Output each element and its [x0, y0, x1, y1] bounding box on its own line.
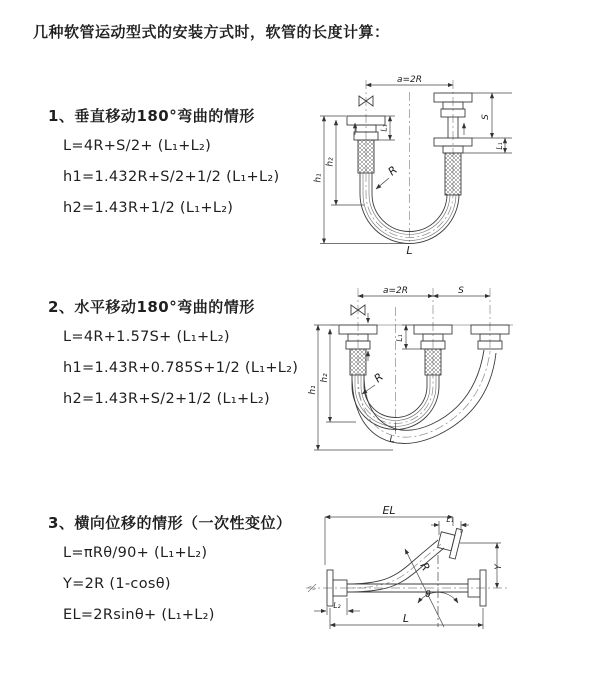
dim-label-l: L [389, 435, 395, 445]
dim-label-h1: h₁ [313, 173, 324, 183]
braid-section [350, 349, 366, 375]
middle-hose-fitting [414, 325, 452, 375]
formula-line: L=πRθ/90+ (L₁+L₂) [63, 545, 208, 561]
dim-label-h2: h₂ [325, 157, 336, 167]
page-title: 几种软管运动型式的安装方式时，软管的长度计算： [33, 23, 390, 41]
figure-lateral-displacement [300, 503, 592, 643]
braid-section [358, 140, 374, 173]
dim-label-h1: h₁ [308, 385, 318, 395]
formula-line: h1=1.432R+S/2+1/2 (L₁+L₂) [63, 169, 280, 185]
dim-label-r: R [371, 370, 386, 386]
dim-label-l: L [402, 612, 410, 625]
formula-line: h2=1.43R+S/2+1/2 (L₁+L₂) [63, 391, 270, 407]
dimensions [314, 75, 513, 257]
dim-label-l1: L₁ [379, 124, 389, 132]
dim-label-s: S [481, 114, 491, 120]
formula-line: EL=2Rsinθ+ (L₁+L₂) [63, 607, 215, 623]
section-1-heading: 1、垂直移动180°弯曲的情形 [48, 107, 255, 125]
braid-section [425, 349, 441, 375]
dim-label-el: EL [382, 504, 396, 517]
figure-vertical-180-bend [312, 72, 580, 257]
left-hose-fitting [339, 325, 377, 375]
dim-label-l1: L₁ [446, 515, 454, 524]
centerlines [366, 80, 453, 244]
dim-label-l: L [406, 244, 413, 257]
dim-label-y: Y [494, 564, 504, 570]
dim-label-a2r: a=2R [382, 286, 409, 296]
hose-u-moved-position [352, 350, 496, 443]
formula-line: h1=1.43R+0.785S+1/2 (L₁+L₂) [63, 360, 299, 376]
section-1 [48, 105, 279, 216]
figure-horizontal-180-bend [308, 282, 583, 460]
formula-line: h2=1.43R+1/2 (L₁+L₂) [63, 200, 234, 216]
dim-label-l2: L₂ [333, 601, 341, 610]
dim-label-theta: θ [425, 590, 431, 600]
section-3 [48, 512, 291, 623]
section-3-heading: 3、横向位移的情形（一次性变位） [48, 514, 292, 532]
section-2-heading: 2、水平移动180°弯曲的情形 [48, 298, 255, 316]
dim-label-r: R [417, 560, 433, 574]
dimensions [314, 504, 504, 629]
dim-label-a2r: a=2R [396, 75, 423, 85]
formula-line: L=4R+S/2+ (L₁+L₂) [63, 138, 212, 154]
dim-label-s: S [458, 286, 464, 296]
braid-section [445, 153, 461, 195]
dim-label-l1: L₁ [395, 334, 404, 342]
formula-line: Y=2R (1-cosθ) [63, 576, 171, 592]
dimensions [308, 286, 490, 450]
dim-label-h2: h₂ [320, 373, 330, 383]
section-2 [48, 296, 298, 407]
upper-flange-displaced [436, 525, 463, 559]
dim-label-r: R [385, 163, 400, 179]
formula-line: L=4R+1.57S+ (L₁+L₂) [63, 329, 230, 345]
dim-label-l1: L₁ [495, 142, 504, 150]
